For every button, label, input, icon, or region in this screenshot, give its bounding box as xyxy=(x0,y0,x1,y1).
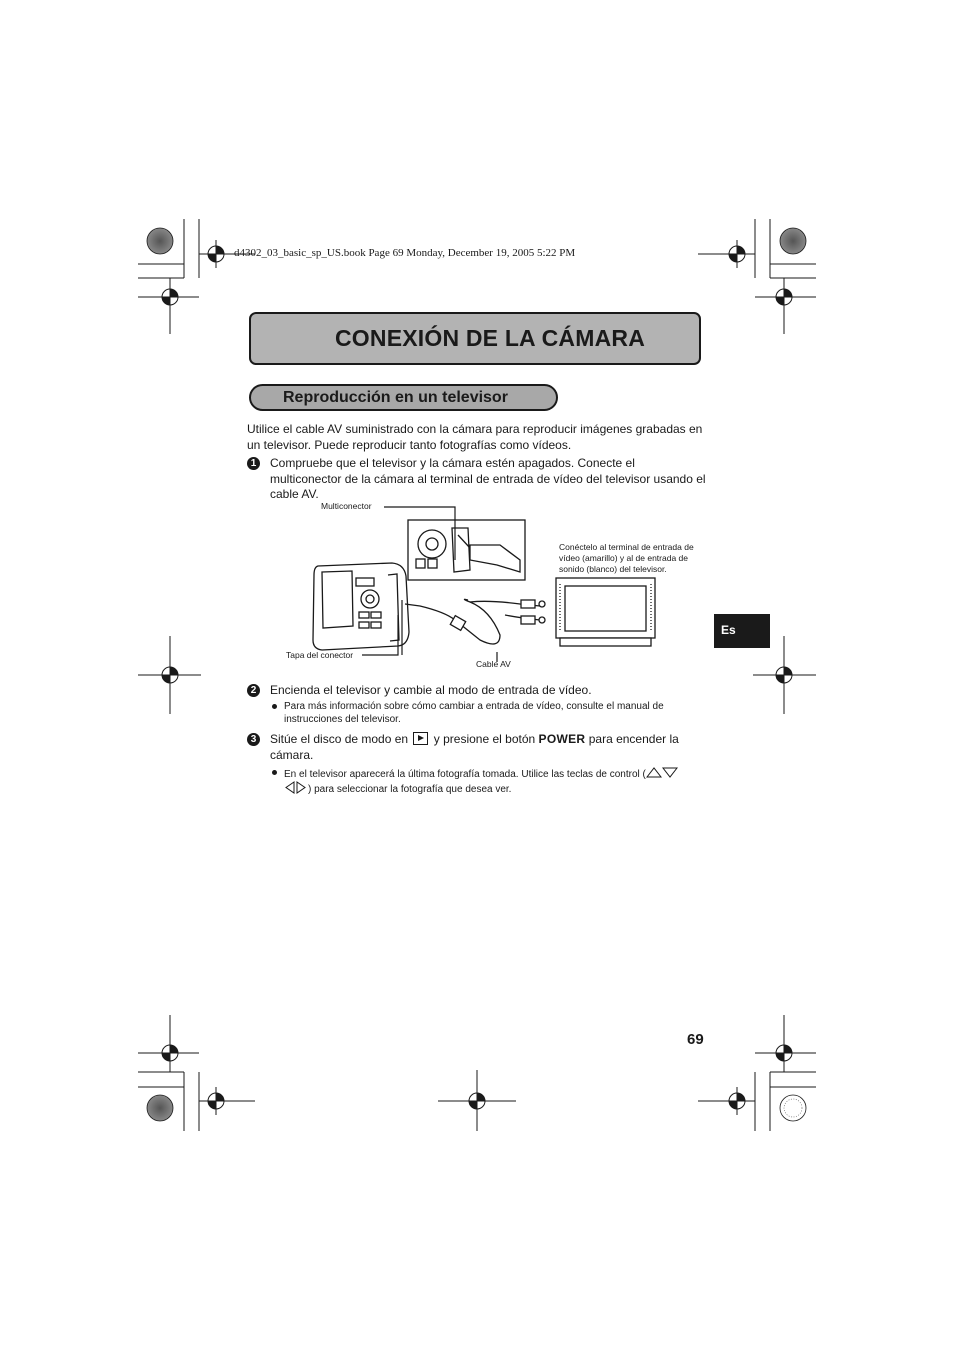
up-down-arrow-icon xyxy=(646,766,678,779)
section-heading: Reproducción en un televisor xyxy=(283,389,508,406)
step-3-text-before: Sitúe el disco de modo en xyxy=(270,732,409,746)
bullet-dot xyxy=(272,770,277,775)
label-tv-note: Conéctelo al terminal de entrada de vídeo (amarillo) y al de entrada de sonido (blanco) del televisor. xyxy=(559,542,694,574)
intro-paragraph: Utilice el cable AV suministrado con la cámara para reproducir imágenes grabadas en un televisor. Puede reproducir tanto fotografías como vídeos. xyxy=(247,422,703,452)
step-3-bullet-text xyxy=(284,766,699,796)
playback-mode-icon xyxy=(413,732,428,745)
chapter-title: CONEXIÓN DE LA CÁMARA xyxy=(335,325,646,351)
camera-illustration xyxy=(313,563,409,650)
step-number-2: 2 xyxy=(247,684,260,697)
language-tab xyxy=(714,614,770,648)
bullet-dot xyxy=(272,704,277,709)
step-3-text-middle: y presione el botón xyxy=(433,732,536,746)
print-header: d4302_03_basic_sp_US.book Page 69 Monday, December 19, 2005 5:22 PM xyxy=(234,247,576,259)
step-1 xyxy=(247,456,709,501)
chapter-title-box xyxy=(249,312,701,365)
step-number-3: 3 xyxy=(247,733,260,746)
connector-detail-inset xyxy=(408,520,525,580)
label-cable-av: Cable AV xyxy=(476,659,511,669)
tv-illustration xyxy=(556,578,655,646)
section-heading-pill xyxy=(249,384,558,411)
av-cable xyxy=(405,599,545,644)
label-tapa-conector: Tapa del conector xyxy=(286,650,354,660)
step-3 xyxy=(247,732,709,766)
step-3-bullet-after: ) para seleccionar la fotografía que desea ver. xyxy=(308,784,512,795)
step-1-text: Compruebe que el televisor y la cámara estén apagados. Conecte el multiconector de la cámara al terminal de entrada de vídeo del televisor usando el cable AV. xyxy=(270,456,706,501)
step-3-text xyxy=(270,732,708,763)
step-2-bullet-text: Para más información sobre cómo cambiar a entrada de vídeo, consulte el manual de instrucciones del televisor. xyxy=(284,701,664,725)
star-target-bottom-left xyxy=(147,1095,173,1121)
step-3-bullet-before: En el televisor aparecerá la última fotografía tomada. Utilice las teclas de control ( xyxy=(284,769,646,780)
left-right-arrow-icon xyxy=(284,781,308,794)
step-number-1: 1 xyxy=(247,457,260,470)
language-tab-label: Es xyxy=(721,623,736,637)
page-number: 69 xyxy=(687,1031,704,1048)
label-multiconector: Multiconector xyxy=(321,501,372,511)
power-button-label: POWER xyxy=(538,732,586,746)
step-3-text-after: para encender la cámara. xyxy=(270,732,679,762)
step-2-text: Encienda el televisor y cambie al modo de entrada de vídeo. xyxy=(270,683,592,697)
star-target-top-right xyxy=(780,228,806,254)
star-target-top-left xyxy=(147,228,173,254)
